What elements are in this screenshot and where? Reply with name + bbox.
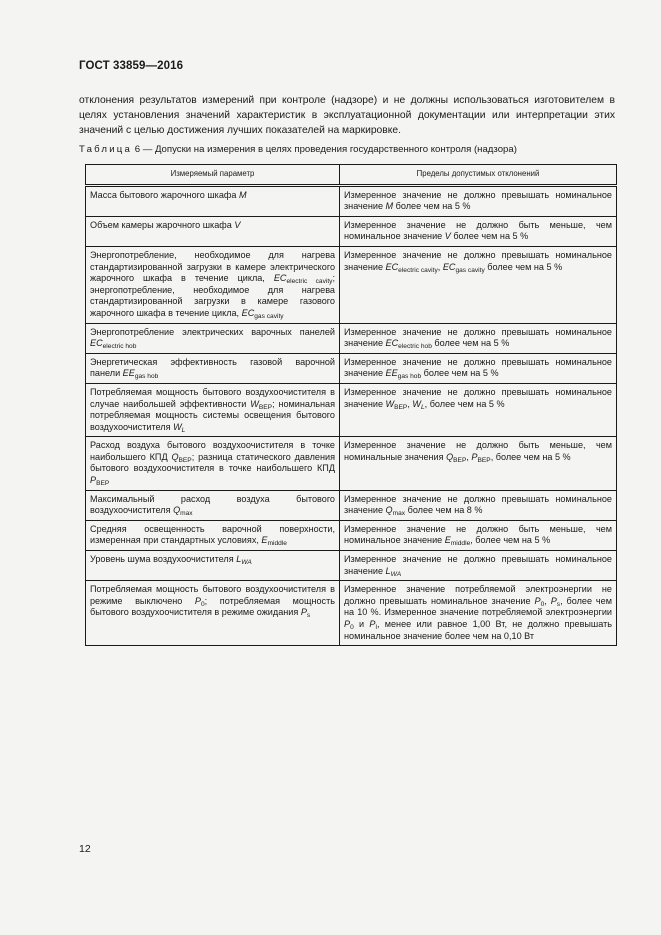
table-row [86, 520, 617, 550]
limit-cell: Измеренное значение не должно быть меньше, чем номинальное значение V более чем на 5 % [340, 216, 617, 246]
header-limits: Пределы допустимых отклонений [340, 165, 617, 186]
parameter-cell: Масса бытового жарочного шкафа M [86, 185, 340, 216]
parameter-cell: Энергопотребление электрических варочных панелей $EC_{electric hob}$ [86, 323, 340, 353]
table-row [86, 246, 617, 323]
page-number: 12 [79, 843, 91, 855]
limit-cell: Измеренное значение не должно превышать номинальное значение $EE_{gas hob}$ более чем на 5 % [340, 353, 617, 383]
limit-cell: Измеренное значение не должно быть меньше, чем номинальные значения $Q_{BEP}$, $P_{BEP}$, более чем на 5 % [340, 437, 617, 490]
table-header-row [86, 165, 617, 186]
parameter-cell: Средняя освещенность варочной поверхности, измеренная при стандартных условиях, $E_{middle}$ [86, 520, 340, 550]
parameter-cell: Потребляемая мощность бытового воздухоочистителя в случае наибольшей эффективности $W_{BEP}$; номинальная потребляемая мощность системы освещения бытового воздухоочистителя $W_L$ [86, 383, 340, 436]
parameter-cell: Расход воздуха бытового воздухоочистителя в точке наибольшего КПД $Q_{BEP}$; разница статического давления бытового воздухоочистителя в точке наибольшего КПД $P_{BEP}$ [86, 437, 340, 490]
parameter-cell: Потребляемая мощность бытового воздухоочистителя в режиме выключено $P_0$; потребляемая мощность бытового воздухоочистителя в режиме ожидания $P_s$ [86, 581, 340, 646]
parameter-cell: Энергопотребление, необходимое для нагрева стандартизированной загрузки в камере электрического жарочного шкафа в течение цикла, $EC_{electric cavity}$; энергопотребление, необходимое для нагрева стандартизированной загрузки в камере газового жарочного шкафа в течение цикла, $EC_{gas cavity}$ [86, 246, 340, 323]
limit-cell: Измеренное значение не должно превышать номинальное значение $Q_{max}$ более чем на 8 % [340, 490, 617, 520]
limit-cell: Измеренное значение потребляемой электроэнергии не должно превышать номинальное значение $P_0$, $P_s$, более чем на 10 %. Измеренное значение потребляемой электроэнергии $P_0$ и $P_l$, менее или равное 1,00 Вт, не должно превышать номинальное значение более чем на 0,10 Вт [340, 581, 617, 646]
header-parameter: Измеряемый параметр [86, 165, 340, 186]
parameter-cell: Уровень шума воздухоочистителя $L_{WA}$ [86, 551, 340, 581]
table-caption [79, 144, 619, 156]
table-row [86, 551, 617, 581]
table-row [86, 437, 617, 490]
table-row [86, 490, 617, 520]
parameter-cell: Энергетическая эффективность газовой варочной панели $EE_{gas hob}$ [86, 353, 340, 383]
limit-cell: Измеренное значение не должно превышать номинальное значение $W_{BEP}$, $W_L$, более чем на 5 % [340, 383, 617, 436]
table-row [86, 383, 617, 436]
table-row [86, 185, 617, 216]
table-row [86, 323, 617, 353]
intro-text: отклонения результатов измерений при контроле (надзоре) и не должны использоваться изготовителем в целях установления значений характеристик в эксплуатационной документации или интерпретации этих значений с целью достижения лучших показателей на маркировке. [79, 95, 615, 137]
limit-cell: Измеренное значение не должно превышать номинальное значение $EC_{electric hob}$ более чем на 5 % [340, 323, 617, 353]
table-row [86, 216, 617, 246]
parameter-cell: Объем камеры жарочного шкафа V [86, 216, 340, 246]
limit-cell: Измеренное значение не должно превышать номинальное значение M более чем на 5 % [340, 185, 617, 216]
table-body [86, 185, 617, 646]
table-row [86, 353, 617, 383]
table-row [86, 581, 617, 646]
limit-cell: Измеренное значение не должно превышать номинальное значение $L_{WA}$ [340, 551, 617, 581]
table-caption-text: 6 — Допуски на измерения в целях проведения государственного контроля (надзора) [134, 144, 517, 155]
document-header: ГОСТ 33859—2016 [79, 60, 184, 72]
table-caption-label: Таблица [79, 144, 133, 155]
parameter-cell: Максимальный расход воздуха бытового воздухоочистителя $Q_{max}$ [86, 490, 340, 520]
limit-cell: Измеренное значение не должно быть меньше, чем номинальное значение $E_{middle}$, более чем на 5 % [340, 520, 617, 550]
tolerance-table [85, 164, 617, 646]
limit-cell: Измеренное значение не должно превышать номинальное значение $EC_{electric cavity}$, $EC_{gas cavity}$ более чем на 5 % [340, 246, 617, 323]
intro-paragraph [79, 93, 615, 139]
